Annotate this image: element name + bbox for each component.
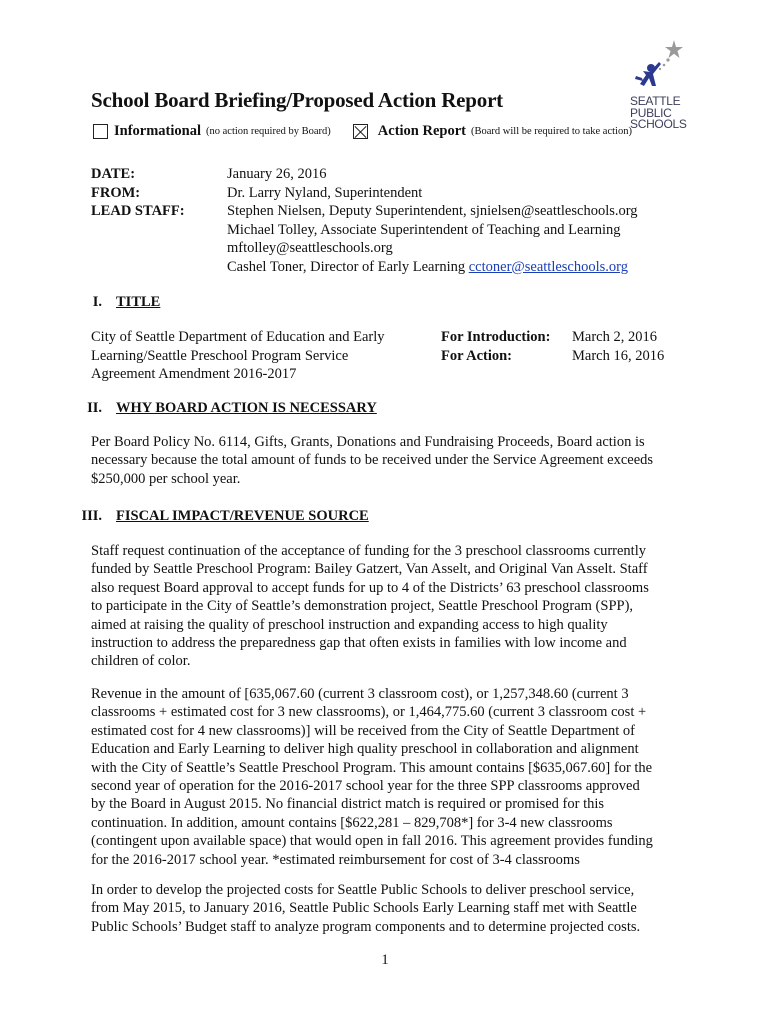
lead-staff-line-4 [227, 258, 638, 277]
agreement-title-line-1: City of Seattle Department of Education and Early [91, 329, 385, 345]
lead-staff-key: LEAD STAFF: [91, 203, 185, 219]
date-value: January 26, 2016 [227, 166, 327, 182]
board-dates [441, 328, 664, 365]
section-1-heading [70, 294, 160, 311]
logo-figure-icon [612, 38, 692, 100]
section-2-line: necessary because the total amount of funds to be received under the Service Agreement exceeds [91, 452, 654, 469]
introduction-date-row [441, 328, 664, 347]
section-3-paragraph-2 [91, 685, 711, 869]
introduction-date: March 2, 2016 [572, 329, 657, 345]
paragraph-line: classrooms + estimated cost for 3 new classrooms), or 1,464,775.60 (current 3 classroom cost + [91, 704, 647, 721]
paragraph-line: Education and Early Learning to deliver high quality preschool in collaboration and alignment [91, 741, 639, 758]
logo-text [630, 96, 687, 131]
action-report-label: Action Report [377, 123, 466, 139]
toner-email-link[interactable]: cctoner@seattleschools.org [468, 258, 628, 275]
section-2-line: $250,000 per school year. [91, 470, 241, 487]
section-2-paragraph [91, 433, 711, 488]
section-3-title: FISCAL IMPACT/REVENUE SOURCE [116, 508, 369, 524]
paragraph-line: also request Board approval to accept funds for up to 4 of the Districts’ 63 preschool classrooms [91, 579, 649, 596]
informational-label: Informational [114, 123, 201, 139]
paragraph-line: instruction to address the preparedness gap that often exists in families with low income and [91, 635, 627, 652]
action-date-row [441, 347, 664, 366]
from-value: Dr. Larry Nyland, Superintendent [227, 184, 423, 201]
date-row [91, 165, 638, 184]
introduction-key: For Introduction: [441, 329, 551, 345]
agreement-title-line-2: Learning/Seattle Preschool Program Service [91, 347, 349, 364]
lead-staff-row [91, 202, 638, 276]
paragraph-line: for the 2016-2017 school year. *estimated reimbursement for cost of 3-4 classrooms [91, 851, 580, 868]
paragraph-line: Public Schools’ Budget staff to analyze program components and to determine projected costs. [91, 918, 641, 935]
logo-line-1: SEATTLE [630, 94, 681, 108]
section-2-heading [70, 400, 377, 417]
section-2-title: WHY BOARD ACTION IS NECESSARY [116, 400, 377, 416]
paragraph-line: from May 2015, to January 2016, Seattle Public Schools Early Learning staff met with Seattle [91, 900, 637, 917]
lead-staff-line-1: Stephen Nielsen, Deputy Superintendent, sjnielsen@seattleschools.org [227, 203, 638, 219]
paragraph-line: children of color. [91, 653, 191, 670]
informational-checkbox[interactable] [93, 124, 108, 139]
document-title: School Board Briefing/Proposed Action Report [91, 88, 503, 112]
agreement-title-line-3: Agreement Amendment 2016-2017 [91, 366, 297, 382]
logo-line-3: SCHOOLS [630, 117, 687, 131]
section-1-number: I. [92, 294, 102, 310]
from-row [91, 184, 638, 203]
lead-staff-line-3: mftolley@seattleschools.org [227, 240, 393, 256]
section-3-paragraph-1 [91, 542, 711, 671]
section-1-title: TITLE [116, 294, 161, 310]
paragraph-line: estimated cost for 4 new classrooms)] will be received from the City of Seattle Department of [91, 722, 635, 739]
section-2-line: Per Board Policy No. 6114, Gifts, Grants, Donations and Fundraising Proceeds, Board action is [91, 434, 645, 450]
paragraph-line: with the City of Seattle’s Seattle Preschool Program. This amount contains [$635,067.60] for the [91, 759, 653, 776]
logo-line-2: PUBLIC [630, 105, 672, 120]
paragraph-line: In order to develop the projected costs for Seattle Public Schools to deliver preschool service, [91, 882, 635, 898]
date-key: DATE: [91, 166, 136, 182]
paragraph-line: (contingent upon available space) that would open in fall 2016. This agreement provides funding [91, 833, 653, 850]
page-number: 1 [381, 952, 389, 968]
lead-staff-line-4-text: Cashel Toner, Director of Early Learning [227, 258, 469, 275]
action-key: For Action: [441, 347, 513, 364]
section-3-paragraph-3 [91, 881, 711, 936]
paragraph-line: continuation. In addition, amount contains [$622,281 – 829,708*] for 3-4 new classrooms [91, 814, 613, 831]
agreement-title-text [91, 328, 421, 384]
from-key: FROM: [91, 184, 141, 201]
paragraph-line: by the Board in August 2015. No financial district match is required or promised for this [91, 796, 605, 813]
action-report-checkbox[interactable] [353, 124, 368, 139]
paragraph-line: to participate in the City of Seattle’s demonstration project, Seattle Preschool Program (SPP), [91, 598, 634, 615]
informational-note: (no action required by Board) [206, 126, 331, 137]
section-3-heading [70, 508, 369, 525]
paragraph-line: Staff request continuation of the acceptance of funding for the 3 preschool classrooms currently [91, 543, 646, 559]
section-3-number: III. [81, 508, 102, 524]
lead-staff-line-2: Michael Tolley, Associate Superintendent of Teaching and Learning [227, 221, 621, 238]
meta-block [91, 165, 638, 276]
action-date: March 16, 2016 [572, 347, 665, 364]
action-report-note: (Board will be required to take action) [471, 126, 632, 137]
paragraph-line: second year of operation for the 2016-2017 school year for the three SPP classrooms approved [91, 778, 640, 795]
section-2-number: II. [87, 400, 102, 416]
paragraph-line: Revenue in the amount of [635,067.60 (current 3 classroom cost), or 1,257,348.60 (current 3 [91, 686, 629, 702]
paragraph-line: funded by Seattle Preschool Program: Bailey Gatzert, Van Asselt, and Original Van Asselt. Staff [91, 561, 648, 578]
report-type-row [93, 123, 632, 140]
paragraph-line: aimed at raising the quality of preschool instruction and expanding access to high quality [91, 616, 608, 633]
